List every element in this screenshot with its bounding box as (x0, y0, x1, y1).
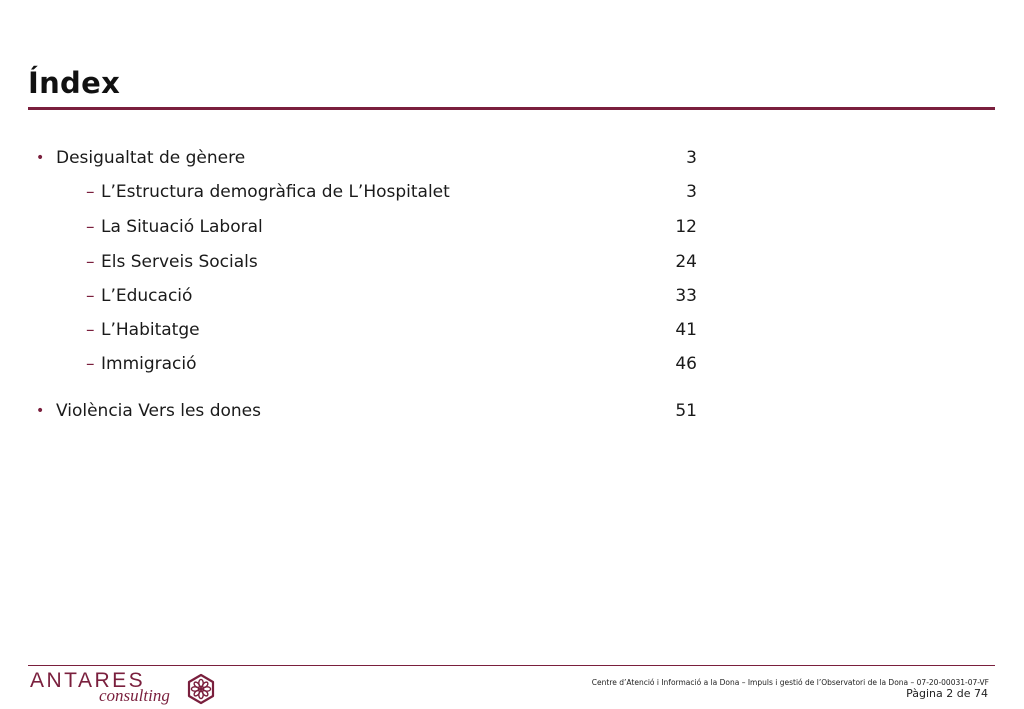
page-title: Índex (28, 66, 121, 100)
toc-entry-label: Desigualtat de gènere (56, 148, 246, 168)
toc-entry[interactable] (0, 399, 1024, 423)
dash-marker: – (86, 320, 95, 340)
toc-entry-page: 3 (686, 182, 697, 202)
toc-entry-page: 24 (675, 252, 697, 272)
toc-entry-page: 33 (675, 286, 697, 306)
toc-entry[interactable] (0, 352, 1024, 376)
dash-marker: – (86, 182, 95, 202)
logo-name: ANTARES (30, 669, 146, 692)
page-number: Pàgina 2 de 74 (906, 687, 988, 700)
toc-entry[interactable] (0, 318, 1024, 342)
toc-entry-page: 3 (686, 148, 697, 168)
toc-entry-label: L’Estructura demogràfica de L’Hospitalet (101, 182, 450, 202)
toc-entry[interactable] (0, 284, 1024, 308)
flower-emblem-icon (186, 673, 216, 705)
dash-marker: – (86, 354, 95, 374)
toc-entry-page: 41 (675, 320, 697, 340)
logo-subtitle: consulting (99, 686, 170, 705)
toc-entry-page: 12 (675, 217, 697, 237)
toc-entry-label: Immigració (101, 354, 197, 374)
toc-entry-label: La Situació Laboral (101, 217, 263, 237)
toc-entry[interactable] (0, 250, 1024, 274)
toc-entry-page: 46 (675, 354, 697, 374)
dash-marker: – (86, 252, 95, 272)
bullet-marker: • (36, 403, 45, 419)
toc-entry-page: 51 (675, 401, 697, 421)
dash-marker: – (86, 286, 95, 306)
dash-marker: – (86, 217, 95, 237)
footer-divider (28, 665, 995, 666)
document-info: Centre d’Atenció i Informació a la Dona – Impuls i gestió de l’Observatori de la Dona – 07-20-00031-07-VF (591, 678, 989, 687)
toc-entry-label: L’Educació (101, 286, 193, 306)
toc-entry-label: Els Serveis Socials (101, 252, 258, 272)
toc-entry-label: L’Habitatge (101, 320, 200, 340)
toc-entry[interactable] (0, 146, 1024, 170)
title-divider (28, 107, 995, 110)
toc-entry-label: Violència Vers les dones (56, 401, 261, 421)
toc-entry[interactable] (0, 180, 1024, 204)
toc-entry[interactable] (0, 215, 1024, 239)
bullet-marker: • (36, 150, 45, 166)
